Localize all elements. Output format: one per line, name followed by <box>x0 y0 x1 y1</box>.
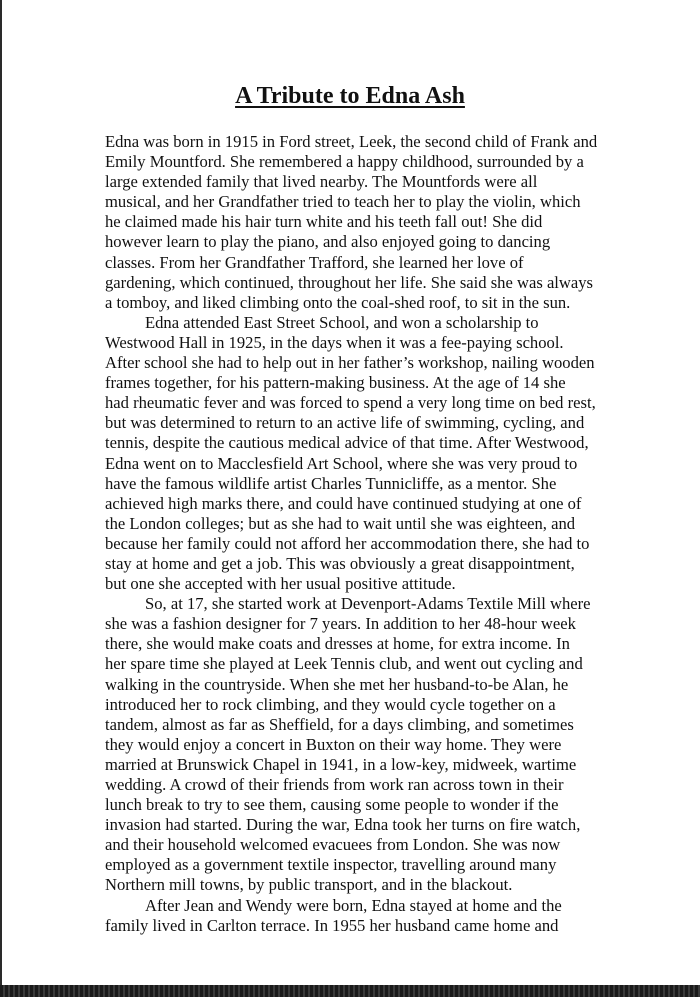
text-line: introduced her to rock climbing, and they would cycle together on a <box>105 694 556 714</box>
text-line: large extended family that lived nearby. The Mountfords were all <box>105 172 538 192</box>
text-line: but was determined to return to an active life of swimming, cycling, and <box>105 413 585 433</box>
text-line: gardening, which continued, throughout her life. She said she was always <box>105 272 594 292</box>
text-line: the London colleges; but as she had to wait until she was eighteen, and <box>105 513 576 533</box>
text-line: walking in the countryside. When she met her husband-to-be Alan, he <box>105 674 569 694</box>
text-line: wedding. A crowd of their friends from work ran across town in their <box>105 775 564 794</box>
text-line: however learn to play the piano, and also enjoyed going to dancing <box>105 232 551 252</box>
text-line: Emily Mountford. She remembered a happy childhood, surrounded by a <box>105 152 584 172</box>
text-line: he claimed made his hair turn white and his teeth fall out! She did <box>105 212 543 232</box>
page-left-edge <box>0 0 2 997</box>
text-line: invasion had started. During the war, Edna took her turns on fire watch, <box>105 815 581 835</box>
text-line: and their household welcomed evacuees from London. She was now <box>105 835 561 855</box>
text-line: After school she had to help out in her father’s workshop, nailing wooden <box>105 353 595 373</box>
paragraph-first-line: After Jean and Wendy were born, Edna stayed at home and the <box>145 895 562 915</box>
text-line: stay at home and get a job. This was obviously a great disappointment, <box>105 553 575 573</box>
text-line: her spare time she played at Leek Tennis club, and went out cycling and <box>105 654 583 674</box>
text-line: employed as a government textile inspector, travelling around many <box>105 855 557 875</box>
page-title: A Tribute to Edna Ash <box>235 83 465 109</box>
text-line: Edna was born in 1915 in Ford street, Leek, the second child of Frank and <box>105 132 598 151</box>
text-line: lunch break to try to see them, causing some people to wonder if the <box>105 795 559 815</box>
text-line: achieved high marks there, and could have continued studying at one of <box>105 493 582 513</box>
text-line: frames together, for his pattern-making business. At the age of 14 she <box>105 373 566 393</box>
text-line: tandem, almost as far as Sheffield, for a days climbing, and sometimes <box>105 714 574 734</box>
paragraph-first-line: So, at 17, she started work at Devenport-Adams Textile Mill where <box>145 594 591 614</box>
text-line: Edna went on to Macclesfield Art School, where she was very proud to <box>105 453 578 473</box>
text-line: family lived in Carlton terrace. In 1955 her husband came home and <box>105 915 559 935</box>
text-line: classes. From her Grandfather Trafford, she learned her love of <box>105 252 524 272</box>
page-bottom-edge <box>0 985 700 997</box>
text-line: she was a fashion designer for 7 years. In addition to her 48-hour week <box>105 614 576 634</box>
text-line: have the famous wildlife artist Charles Tunnicliffe, as a mentor. She <box>105 473 557 493</box>
text-line: there, she would make coats and dresses at home, for extra income. In <box>105 634 570 654</box>
text-line: a tomboy, and liked climbing onto the coal-shed roof, to sit in the sun. <box>105 292 571 312</box>
paragraph-first-line: Edna attended East Street School, and won a scholarship to <box>145 312 539 332</box>
text-line: they would enjoy a concert in Buxton on their way home. They were <box>105 734 562 754</box>
document-body <box>105 132 625 936</box>
text-line: tennis, despite the cautious medical advice of that time. After Westwood, <box>105 433 589 453</box>
text-line: musical, and her Grandfather tried to teach her to play the violin, which <box>105 192 581 212</box>
text-line: married at Brunswick Chapel in 1941, in a low-key, midweek, wartime <box>105 754 577 774</box>
text-line: had rheumatic fever and was forced to spend a very long time on bed rest, <box>105 393 596 413</box>
text-line: because her family could not afford her accommodation there, she had to <box>105 533 590 553</box>
text-line: Northern mill towns, by public transport, and in the blackout. <box>105 875 513 895</box>
text-line: but one she accepted with her usual positive attitude. <box>105 574 456 594</box>
text-line: Westwood Hall in 1925, in the days when it was a fee-paying school. <box>105 332 564 352</box>
